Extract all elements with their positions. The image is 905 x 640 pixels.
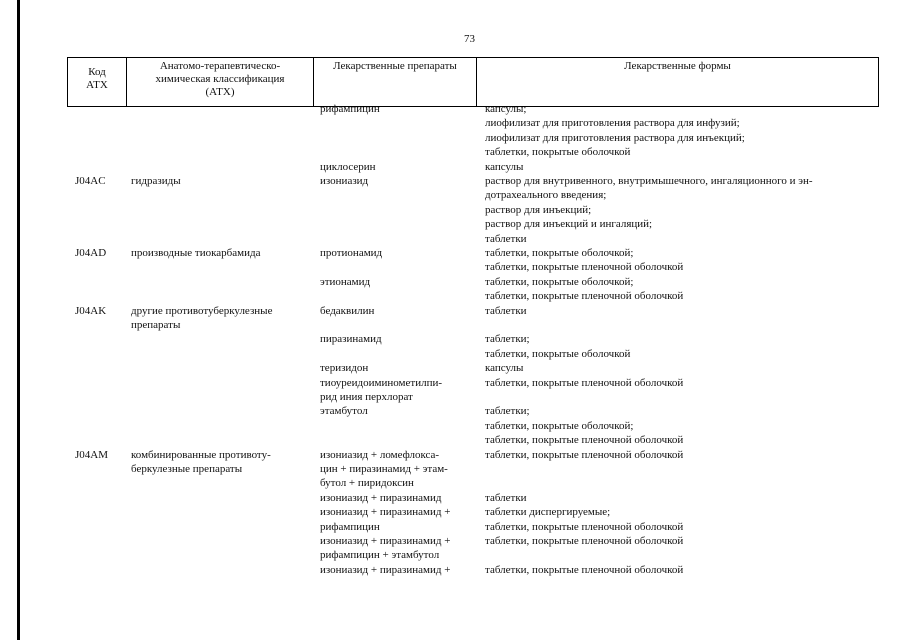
table-row [0,534,905,563]
drug-name-line: изониазид [320,174,369,187]
drug-name [320,376,480,405]
drug-name-line: этионамид [320,275,371,288]
drug-name-line: циклосерин [320,160,376,173]
header-col-forms [477,58,879,107]
dosage-forms [485,505,880,534]
atc-class-line: другие противотуберкулезные [131,304,273,317]
drug-name-line: изониазид + пиразинамид + [320,534,451,547]
header-col-drugs [314,58,477,107]
drug-name-line: теризидон [320,362,369,375]
drug-name [320,160,480,174]
drug-name [320,361,480,375]
drug-name [320,448,480,491]
atc-code: J04AK [75,304,107,317]
table-row [0,448,905,491]
dosage-forms-line: таблетки [485,491,527,504]
drug-name [320,332,480,346]
header-col-class [127,58,314,107]
atc-class [131,304,313,333]
drug-name-line: изониазид + пиразинамид + [320,563,451,576]
drug-name-line: изониазид + пиразинамид [320,491,442,504]
drug-name-line: рифампицин [320,520,380,533]
drug-name [320,404,480,418]
table-row [0,246,905,275]
dosage-forms-line: дотрахеального введения; [485,189,607,202]
dosage-forms-line: таблетки, покрытые оболочкой [485,347,631,360]
atc-class-line: комбинированные противоту- [131,448,271,461]
drug-name [320,246,480,260]
dosage-forms-line: таблетки, покрытые пленочной оболочкой [485,563,684,576]
dosage-forms-line: раствор для внутривенного, внутримышечного, ингаляционного и эн- [485,174,813,187]
table-row [0,505,905,534]
dosage-forms [485,174,880,246]
dosage-forms-line: таблетки, покрытые пленочной оболочкой [485,290,684,303]
drug-name-line: бедаквилин [320,304,375,317]
atc-class-line: препараты [131,318,181,331]
dosage-forms-line: таблетки, покрытые оболочкой; [485,275,634,288]
page-number: 73 [464,33,475,45]
dosage-forms [485,563,880,577]
dosage-forms-line: лиофилизат для приготовления раствора для инъекций; [485,131,745,144]
header-col-code [68,58,127,107]
header-code-line: АТХ [86,79,108,91]
header-code-line: Код [88,66,106,78]
dosage-forms [485,491,880,505]
table-row [0,102,905,160]
table-row [0,332,905,361]
dosage-forms-line: таблетки, покрытые пленочной оболочкой [485,534,684,547]
drug-name-line: рифампицин [320,103,380,115]
dosage-forms-line: таблетки [485,232,527,245]
drug-name [320,275,480,289]
drug-name-line: рид иния перхлорат [320,390,413,403]
drug-name-line: пиразинамид [320,333,382,346]
dosage-forms [485,102,880,160]
dosage-forms-line: таблетки, покрытые оболочкой; [485,246,634,259]
atc-code: J04AD [75,246,107,259]
dosage-forms-line: таблетки [485,304,527,317]
drug-name-line: цин + пиразинамид + этам- [320,462,448,475]
table-row [0,563,905,577]
dosage-forms [485,160,880,174]
table-row [0,361,905,375]
drug-name [320,174,480,188]
dosage-forms-line: раствор для инъекций; [485,203,592,216]
dosage-forms [485,534,880,548]
drug-name [320,534,480,563]
atc-code: J04AC [75,174,106,187]
atc-class-line: производные тиокарбамида [131,246,261,259]
table-row [0,491,905,505]
drug-name [320,102,480,116]
dosage-forms [485,304,880,318]
dosage-forms [485,361,880,375]
header-class-line: химическая классификация [155,73,285,85]
dosage-forms [485,275,880,304]
table-row [0,174,905,246]
dosage-forms [485,448,880,462]
drug-name [320,491,480,505]
header-drugs-label: Лекарственные препараты [333,60,457,72]
dosage-forms-line: раствор для инъекций и ингаляций; [485,218,653,231]
table-body [0,102,905,577]
header-class-line: (АТХ) [205,86,235,98]
drug-name [320,304,480,318]
dosage-forms-line: таблетки, покрытые оболочкой [485,146,631,159]
table-row [0,275,905,304]
atc-code: J04AM [75,448,109,461]
dosage-forms-line: капсулы; [485,103,527,115]
dosage-forms-line: таблетки; [485,405,530,418]
drug-name-line: протионамид [320,246,383,259]
drug-name-line: тиоуреидоиминометилпи- [320,376,443,389]
dosage-forms-line: таблетки, покрытые оболочкой; [485,419,634,432]
atc-class-line: гидразиды [131,174,181,187]
table-header [67,57,879,107]
drug-name-line: изониазид + ломефлокса- [320,448,440,461]
dosage-forms-line: таблетки диспергируемые; [485,506,611,519]
dosage-forms-line: таблетки, покрытые пленочной оболочкой [485,448,684,461]
table-row [0,404,905,447]
table-row [0,160,905,174]
dosage-forms [485,404,880,447]
dosage-forms-line: таблетки, покрытые пленочной оболочкой [485,376,684,389]
atc-class [131,174,313,188]
drug-name [320,505,480,534]
dosage-forms [485,376,880,390]
atc-class [131,246,313,260]
drug-name-line: изониазид + пиразинамид + [320,506,451,519]
atc-class-line: беркулезные препараты [131,462,243,475]
drug-name-line: рифампицин + этамбутол [320,549,440,562]
dosage-forms [485,246,880,275]
drug-name-line: бутол + пиридоксин [320,477,414,490]
dosage-forms-line: таблетки, покрытые пленочной оболочкой [485,520,684,533]
drug-name-line: этамбутол [320,405,368,418]
dosage-forms-line: таблетки; [485,333,530,346]
dosage-forms-line: капсулы [485,362,524,375]
table-row [0,376,905,405]
dosage-forms-line: таблетки, покрытые пленочной оболочкой [485,261,684,274]
dosage-forms-line: лиофилизат для приготовления раствора для инфузий; [485,117,740,130]
table-row [0,304,905,333]
atc-class [131,448,313,477]
dosage-forms-line: таблетки, покрытые пленочной оболочкой [485,434,684,447]
dosage-forms-line: капсулы [485,160,524,173]
drug-name [320,563,480,577]
header-forms-label: Лекарственные формы [624,60,731,72]
dosage-forms [485,332,880,361]
header-class-line: Анатомо-терапевтическо- [159,60,281,72]
